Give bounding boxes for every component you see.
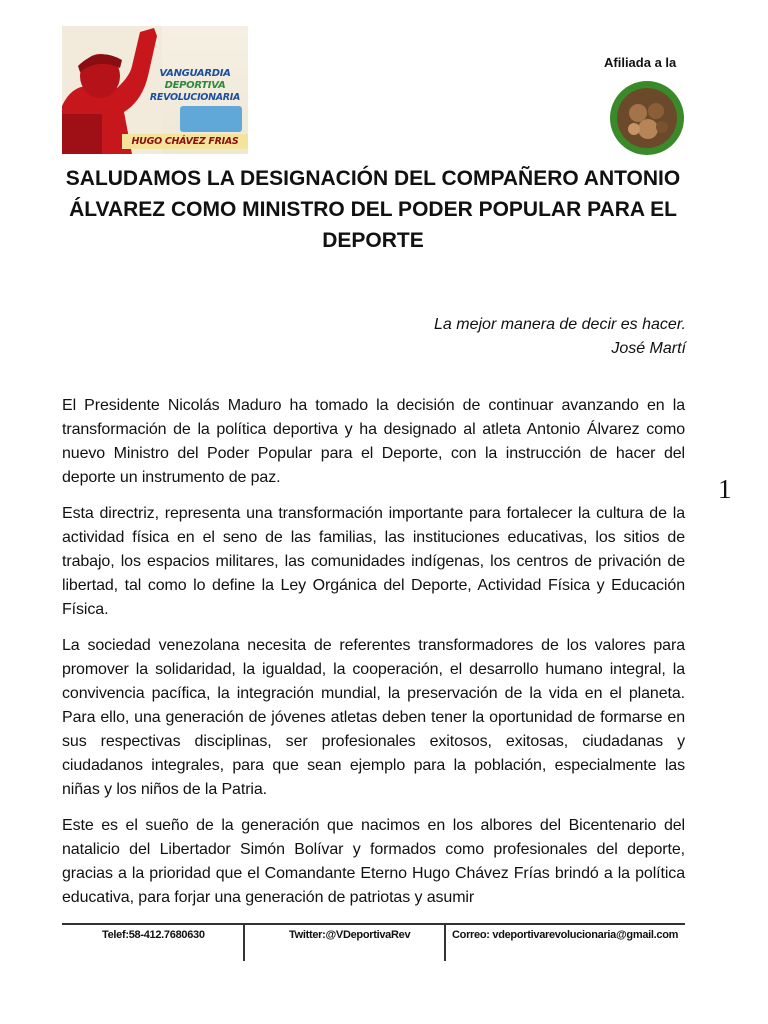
epigraph-quote: La mejor manera de decir es hacer. xyxy=(434,316,686,333)
footer-divider xyxy=(62,923,685,925)
logo-text-hugo-chavez: HUGO CHÁVEZ FRIAS xyxy=(122,134,248,149)
footer-column-divider xyxy=(444,925,446,961)
logo-text-deportiva: DEPORTIVA xyxy=(164,80,226,91)
page-number: 1 xyxy=(718,474,732,504)
athletes-silhouettes xyxy=(180,106,242,132)
footer-email: Correo: vdeportivarevolucionaria@gmail.com xyxy=(452,929,679,941)
document-title: SALUDAMOS LA DESIGNACIÓN DEL COMPAÑERO ANTONIO ÁLVAREZ COMO MINISTRO DEL PODER POPULAR PARA EL DEPORTE xyxy=(65,167,681,252)
footer-column-divider xyxy=(243,925,245,961)
footer-phone: Telef:58-412.7680630 xyxy=(102,929,205,941)
epigraph-author: José Martí xyxy=(611,340,686,357)
affiliation-label: Afiliada a la xyxy=(604,55,677,70)
organization-logo xyxy=(62,26,248,154)
logo-text-revolucionaria: REVOLUCIONARIA xyxy=(149,92,241,103)
paragraph: Esta directriz, representa una transformación importante para fortalecer la cultura de la actividad física en el seno de las familias, las instituciones educativas, los sitios de trabajo, los espacios militares, las comunidades indígenas, los centros de privación de libertad, tal como lo define la Ley Orgánica del Deporte, Actividad Física y Educación Física. xyxy=(62,505,685,618)
footer-twitter: Twitter:@VDeportivaRev xyxy=(289,929,411,941)
paragraph: La sociedad venezolana necesita de referentes transformadores de los valores para promover la solidaridad, la igualdad, la cooperación, el desarrollo humano integral, la convivencia pacífica, la integración mundial, la preservación de la vida en el planeta. Para ello, una generación de jóvenes atletas deben tener la oportunidad de formarse en sus respectivas disciplinas, ser profesionales exitosos, exitosas, ciudadanas y ciudadanos integrales, para que sean ejemplo para la población, especialmente las niñas y los niños de la Patria. xyxy=(62,637,685,798)
paragraph: El Presidente Nicolás Maduro ha tomado la decisión de continuar avanzando en la transformación de la política deportiva y ha designado al atleta Antonio Álvarez como nuevo Ministro del Poder Popular para el Deporte, con la instrucción de hacer del deporte un instrumento de paz. xyxy=(62,397,685,486)
world-network-badge-icon xyxy=(608,79,686,157)
logo-text-vanguardia: VANGUARDIA xyxy=(159,68,231,79)
epigraph xyxy=(434,313,686,361)
article-body xyxy=(62,394,685,922)
paragraph: Este es el sueño de la generación que nacimos en los albores del Bicentenario del natalicio del Libertador Simón Bolívar y formados como profesionales del deporte, gracias a la prioridad que el Comandante Eterno Hugo Chávez Frías brindó a la política educativa, para forjar una generación de patriotas y asumir xyxy=(62,817,685,906)
